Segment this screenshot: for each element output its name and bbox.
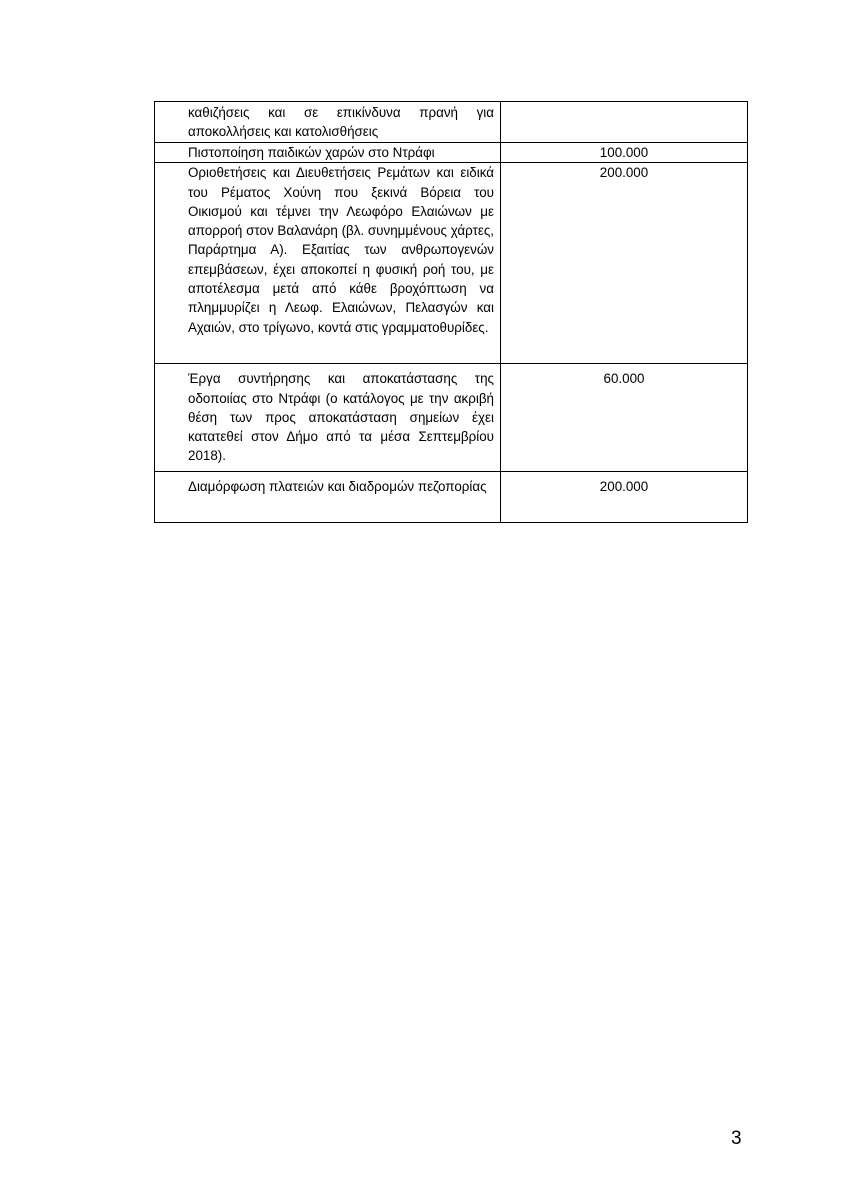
amount-cell [501,143,748,163]
page-number: 3 [731,1128,742,1149]
row-description: καθιζήσεις και σε επικίνδυνα πρανή για αποκολλήσεις και κατολισθήσεις [188,105,494,140]
table-row [155,143,748,163]
description-cell [155,472,501,523]
row-amount: 200.000 [599,479,649,495]
budget-table [154,101,748,523]
row-description: Πιστοποίηση παιδικών χαρών στο Ντράφι [188,145,435,160]
table-row [155,163,748,364]
description-cell [155,364,501,472]
row-description: Διαμόρφωση πλατειών και διαδρομών πεζοπορίας [188,479,487,495]
amount-cell [501,472,748,523]
table-row [155,472,748,523]
description-cell [155,143,501,163]
description-cell [155,102,501,143]
row-description: Έργα συντήρησης και αποκατάστασης της οδοποιίας στο Ντράφι (ο κατάλογος με την ακριβή θέση των προς αποκατάσταση σημείων έχει κατατεθεί στον Δήμο από τα μέσα Σεπτεμβρίου 2018). [188,371,494,464]
row-description: Οριοθετήσεις και Διευθετήσεις Ρεμάτων και ειδικά του Ρέματος Χούνη που ξεκινά Βόρεια του Οικισμού και τέμνει την Λεωφόρο Ελαιώνων με απορροή στον Βαλανάρη (βλ. συνημμένους χάρτες, Παράρτημα Α). Εξαιτίας των ανθρωπογενών επεμβάσεων, έχει αποκοπεί η φυσική ροή του, με αποτέλεσμα μετά από κάθε βροχόπτωση να πλημμυρίζει η Λεωφ. Ελαιώνων, Πελασγών και Αχαιών, στο τρίγωνο, κοντά στις γραμματοθυρίδες. [188,165,494,335]
table-row [155,364,748,472]
row-amount: 60.000 [603,371,645,387]
amount-cell [501,102,748,143]
row-amount: 200.000 [599,165,649,181]
row-amount: 100.000 [599,145,649,160]
description-cell [155,163,501,364]
amount-cell [501,163,748,364]
amount-cell [501,364,748,472]
table-row [155,102,748,143]
